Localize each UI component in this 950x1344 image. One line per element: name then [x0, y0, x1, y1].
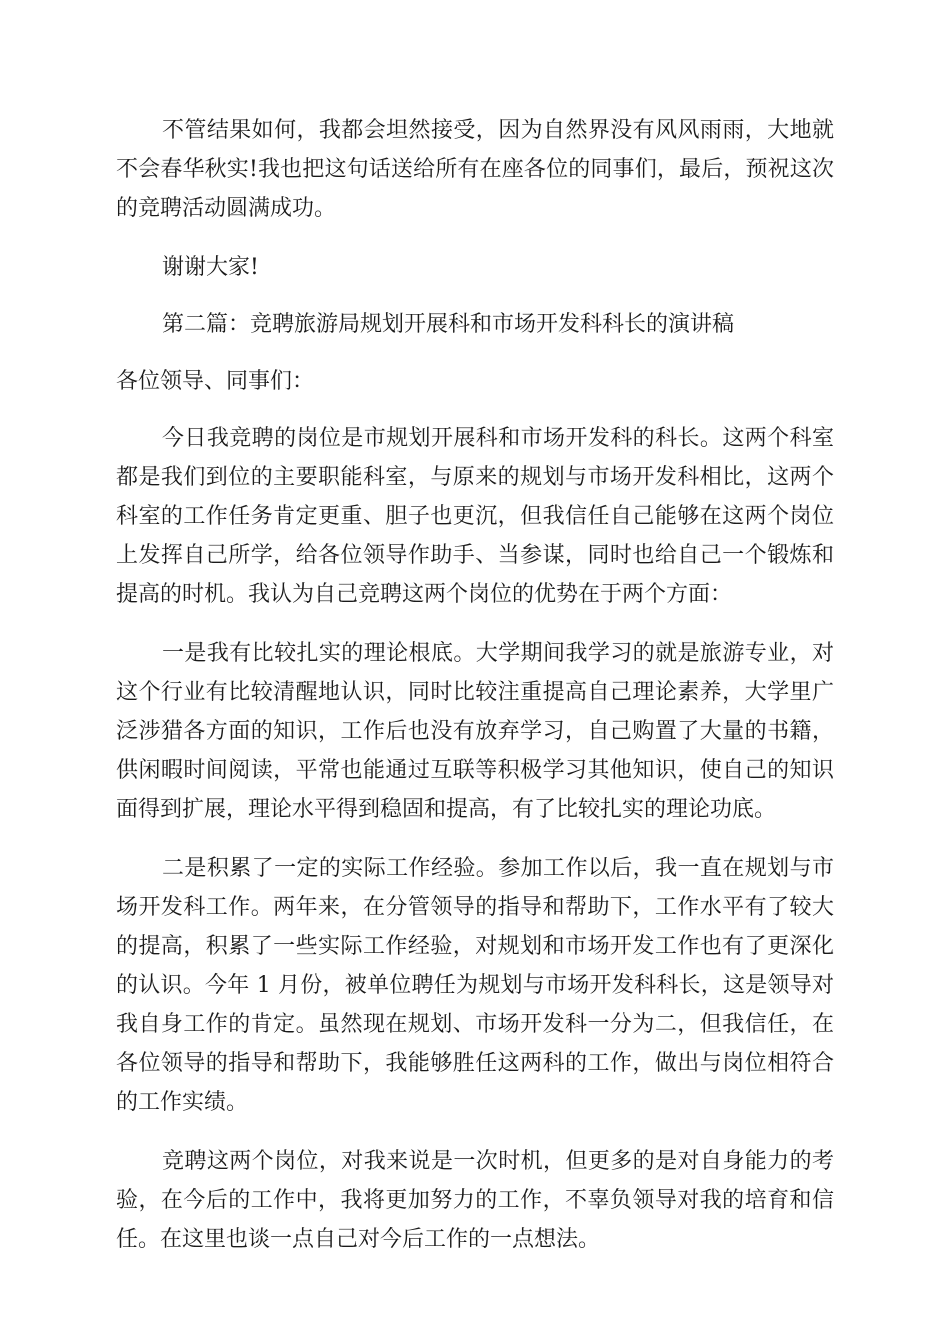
body-paragraph: 一是我有比较扎实的理论根底。大学期间我学习的就是旅游专业，对这个行业有比较清醒地认识，同时比较注重提高自己理论素养，大学里广泛涉猎各方面的知识，工作后也没有放弃学习，自己购置了大量的书籍，供闲暇时间阅读，平常也能通过互联等积极学习其他知识，使自己的知识面得到扩展，理论水平得到稳固和提高，有了比较扎实的理论功底。 [116, 641, 834, 822]
salutation: 各位领导、同事们： [116, 369, 315, 394]
body-paragraph: 二是积累了一定的实际工作经验。参加工作以后，我一直在规划与市场开发科工作。两年来，在分管领导的指导和帮助下，工作水平有了较大的提高，积累了一些实际工作经验，对规划和市场开发工作也有了更深化的认识。今年 1 月份，被单位聘任为规划与市场开发科科长，这是领导对我自身工作的肯定。虽然现在规划、市场开发科一分为二，但我信任，在各位领导的指导和帮助下，我能够胜任这两科的工作，做出与岗位相符合的工作实绩。 [116, 856, 834, 1115]
body-paragraph: 竞聘这两个岗位，对我来说是一次时机，但更多的是对自身能力的考验，在今后的工作中，我将更加努力的工作，不辜负领导对我的培育和信任。在这里也谈一点自己对今后工作的一点想法。 [116, 1149, 834, 1252]
section-heading: 第二篇：竞聘旅游局规划开展科和市场开发科科长的演讲稿 [162, 312, 735, 337]
thanks-line: 谢谢大家! [162, 255, 259, 280]
body-paragraph: 今日我竞聘的岗位是市规划开展科和市场开发科的科长。这两个科室都是我们到位的主要职能科室，与原来的规划与市场开发科相比，这两个科室的工作任务肯定更重、胆子也更沉，但我信任自己能够在这两个岗位上发挥自己所学，给各位领导作助手、当参谋，同时也给自己一个锻炼和提高的时机。我认为自己竞聘这两个岗位的优势在于两个方面： [116, 426, 834, 607]
closing-paragraph: 不管结果如何，我都会坦然接受，因为自然界没有风风雨雨，大地就不会春华秋实!我也把这句话送给所有在座各位的同事们，最后，预祝这次的竞聘活动圆满成功。 [116, 118, 834, 221]
document-body [116, 111, 834, 1259]
